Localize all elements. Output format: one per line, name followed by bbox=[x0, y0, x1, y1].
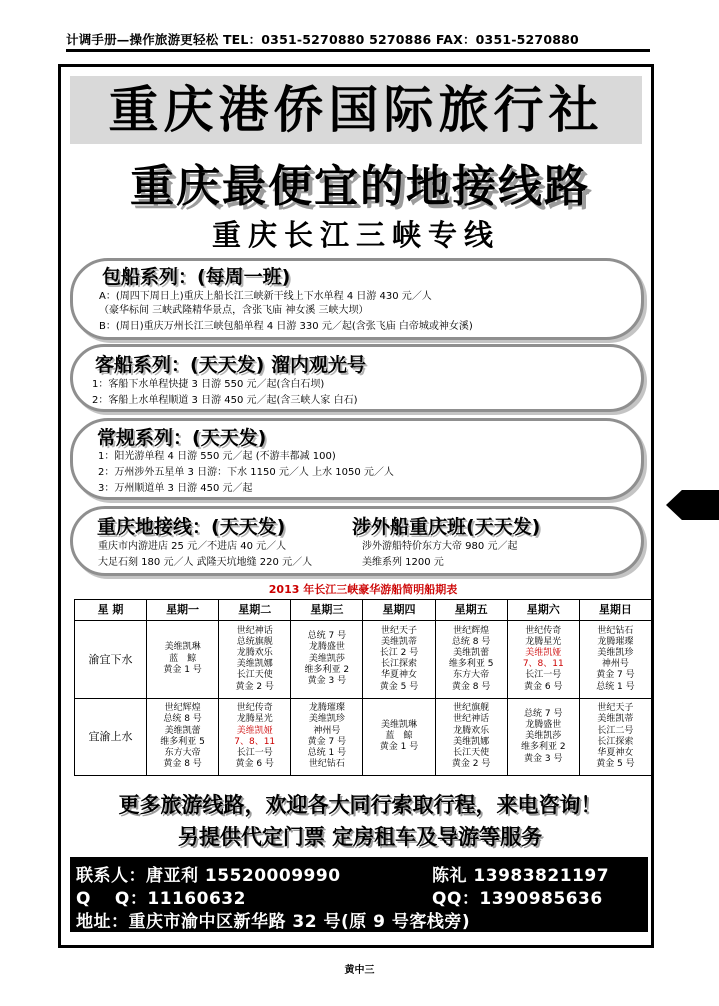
foreign-cruise-line: 美维系列 1200 元 bbox=[362, 557, 444, 568]
ship-name: 黄金 7 号 bbox=[596, 670, 635, 681]
ship-name: 美维凯琳 bbox=[164, 642, 201, 653]
ship-name: 黄金 1 号 bbox=[163, 664, 202, 675]
ship-name: 龙腾欢乐 bbox=[236, 648, 273, 659]
ship-name: 龙腾璀璨 bbox=[597, 636, 634, 647]
side-tab-marker bbox=[666, 490, 719, 520]
ship-name: 黄金 7 号 bbox=[307, 736, 347, 747]
ship-name: 黄金 5 号 bbox=[379, 681, 419, 692]
ship-name-highlight: 7、8、11 bbox=[522, 659, 564, 670]
ship-name-highlight: 美维凯娅 bbox=[236, 725, 273, 736]
ship-name: 世纪钻石 bbox=[308, 759, 345, 770]
ship-name: 美维凯蒂 bbox=[597, 714, 634, 725]
ship-name: 华夏神女 bbox=[597, 747, 634, 758]
schedule-cell bbox=[147, 621, 219, 699]
schedule-cell bbox=[507, 621, 579, 699]
ship-name: 长江 2 号 bbox=[379, 648, 419, 659]
ship-name: 总统 7 号 bbox=[307, 631, 347, 642]
ship-name: 美维凯蕾 bbox=[164, 725, 201, 736]
ship-name: 神州号 bbox=[601, 659, 629, 670]
header-contact-line: 计调手册—操作旅游更轻松 TEL：0351-5270880 5270886 FAX：0351-5270880 bbox=[66, 30, 650, 52]
ship-name: 美维凯珍 bbox=[308, 714, 345, 725]
ship-name: 美维凯莎 bbox=[525, 731, 562, 742]
schedule-row-label: 渝宜下水 bbox=[75, 621, 147, 699]
ship-name: 长江天使 bbox=[236, 670, 273, 681]
contact-person: 联系人：唐亚利 15520009990 bbox=[76, 866, 341, 886]
ship-name: 黄金 8 号 bbox=[163, 759, 202, 770]
ship-name: 维多利亚 2 bbox=[304, 664, 350, 675]
charter-series-title: 包船系列：(每周一班) bbox=[102, 266, 291, 288]
ship-name: 总统旗舰 bbox=[236, 636, 273, 647]
ship-name: 世纪天子 bbox=[597, 703, 634, 714]
regular-line: 3：万州顺道单 3 日游 450 元／起 bbox=[98, 483, 253, 494]
schedule-row-downstream bbox=[75, 621, 652, 699]
schedule-cell bbox=[579, 698, 651, 776]
ship-name: 世纪天子 bbox=[380, 625, 417, 636]
promo-line: 另提供代定门票 定房租车及导游等服务 bbox=[177, 825, 543, 849]
ship-name: 龙腾欢乐 bbox=[453, 725, 490, 736]
ship-name: 长江探索 bbox=[597, 736, 634, 747]
ship-name: 美维凯娜 bbox=[453, 736, 490, 747]
ship-name: 世纪传奇 bbox=[525, 625, 562, 636]
ship-name: 黄金 6 号 bbox=[524, 681, 563, 692]
ship-name: 长江二号 bbox=[597, 725, 634, 736]
charter-line: （豪华标间 三峡武隆精华景点，含张飞庙 神女溪 三峡大坝） bbox=[99, 305, 369, 316]
local-tours-title: 重庆地接线：(天天发) bbox=[97, 516, 286, 538]
charter-line: A：(周四下周日上)重庆上船长江三峡新干线上下水单程 4 日游 430 元／人 bbox=[99, 291, 432, 302]
ship-name: 黄金 2 号 bbox=[235, 681, 274, 692]
schedule-header-cell: 星期六 bbox=[507, 600, 579, 621]
ship-name: 龙腾星光 bbox=[525, 636, 562, 647]
ship-name: 美维凯蕾 bbox=[453, 648, 490, 659]
ship-name: 东方大帝 bbox=[453, 670, 490, 681]
schedule-header-cell: 星期一 bbox=[147, 600, 219, 621]
ship-name: 东方大帝 bbox=[164, 747, 201, 758]
headline: 重庆最便宜的地接线路 bbox=[130, 161, 590, 212]
ship-name: 世纪旗舰 bbox=[453, 703, 490, 714]
ship-name: 美维凯莎 bbox=[308, 653, 345, 664]
regular-line: 1：阳光游单程 4 日游 550 元／起 (不游丰都减 100) bbox=[98, 451, 336, 462]
passenger-line: 1：客船下水单程快捷 3 日游 550 元／起(含白石坝) bbox=[92, 379, 325, 390]
ship-name: 世纪神话 bbox=[453, 714, 490, 725]
ship-name: 长江一号 bbox=[525, 670, 562, 681]
ship-name: 长江探索 bbox=[380, 659, 417, 670]
subtitle: 重庆长江三峡专线 bbox=[211, 218, 500, 252]
ship-name: 黄金 8 号 bbox=[451, 681, 491, 692]
regular-line: 2：万州涉外五星单 3 日游：下水 1150 元／人 上水 1050 元／人 bbox=[98, 467, 394, 478]
schedule-cell bbox=[291, 621, 363, 699]
schedule-cell bbox=[219, 698, 291, 776]
ship-name: 黄金 6 号 bbox=[235, 759, 274, 770]
local-line: 重庆市内游进店 25 元／不进店 40 元／人 bbox=[98, 541, 287, 552]
passenger-line: 2：客船上水单程顺道 3 日游 450 元／起(含三峡人家 白石) bbox=[92, 395, 358, 406]
contact-box bbox=[70, 857, 648, 932]
ship-name: 美维凯娜 bbox=[236, 659, 273, 670]
schedule-header-cell: 星期日 bbox=[579, 600, 651, 621]
ship-name: 总统 8 号 bbox=[163, 714, 202, 725]
schedule-cell bbox=[363, 621, 435, 699]
ship-name: 蓝 鲸 bbox=[169, 653, 197, 664]
contact-person: 陈礼 13983821197 bbox=[432, 866, 610, 886]
ship-name: 维多利亚 5 bbox=[448, 659, 494, 670]
ship-name-highlight: 美维凯娅 bbox=[525, 648, 562, 659]
ship-name: 华夏神女 bbox=[380, 670, 417, 681]
ship-name: 龙腾盛世 bbox=[308, 642, 345, 653]
ship-name: 总统 8 号 bbox=[451, 636, 491, 647]
local-line: 大足石刻 180 元／人 武隆天坑地缝 220 元／人 bbox=[98, 557, 313, 568]
foreign-cruise-line: 涉外游船特价东方大帝 980 元／起 bbox=[362, 541, 518, 552]
contact-qq: QQ：1390985636 bbox=[432, 889, 603, 909]
contact-qq: Q Q：11160632 bbox=[76, 889, 246, 909]
schedule-cell bbox=[219, 621, 291, 699]
ship-name: 世纪传奇 bbox=[236, 703, 273, 714]
schedule-cell bbox=[435, 621, 507, 699]
ship-name: 龙腾星光 bbox=[236, 714, 273, 725]
contact-address: 地址：重庆市渝中区新华路 32 号(原 9 号客栈旁) bbox=[76, 912, 471, 932]
schedule-cell bbox=[507, 698, 579, 776]
ship-name: 维多利亚 5 bbox=[160, 736, 205, 747]
ship-name: 长江天使 bbox=[453, 747, 490, 758]
ship-name: 总统 7 号 bbox=[524, 708, 563, 719]
schedule-header-cell: 星期三 bbox=[291, 600, 363, 621]
ship-name: 神州号 bbox=[313, 725, 341, 736]
schedule-cell bbox=[579, 621, 651, 699]
ship-name: 世纪神话 bbox=[236, 625, 273, 636]
ship-name: 龙腾盛世 bbox=[525, 719, 562, 730]
ship-name: 美维凯琳 bbox=[380, 719, 417, 730]
ship-name: 黄金 3 号 bbox=[524, 753, 563, 764]
schedule-cell bbox=[363, 698, 435, 776]
schedule-cell bbox=[291, 698, 363, 776]
ship-name: 总统 1 号 bbox=[307, 747, 347, 758]
schedule-header-cell: 星 期 bbox=[75, 600, 147, 621]
ship-name: 总统 1 号 bbox=[596, 681, 635, 692]
schedule-cell bbox=[435, 698, 507, 776]
promo-line: 更多旅游线路，欢迎各大同行索取行程，来电咨询！ bbox=[118, 793, 602, 817]
ship-name: 美维凯蒂 bbox=[380, 636, 417, 647]
ship-name: 黄金 2 号 bbox=[451, 759, 491, 770]
ship-name: 蓝 鲸 bbox=[385, 731, 413, 742]
ship-name: 美维凯珍 bbox=[597, 648, 634, 659]
schedule-row-label: 宜渝上水 bbox=[75, 698, 147, 776]
ship-name: 长江一号 bbox=[236, 747, 273, 758]
ship-name: 维多利亚 2 bbox=[520, 742, 566, 753]
passenger-series-title: 客船系列：(天天发) 溜内观光号 bbox=[95, 354, 366, 376]
ship-name-highlight: 7、8、11 bbox=[234, 736, 276, 747]
schedule-cell bbox=[147, 698, 219, 776]
schedule-title: 2013 年长江三峡豪华游船简明船期表 bbox=[268, 583, 458, 596]
schedule-row-upstream bbox=[75, 698, 652, 776]
ship-name: 世纪辉煌 bbox=[164, 703, 201, 714]
charter-line: B：(周日)重庆万州长江三峡包船单程 4 日游 330 元／起(含张飞庙 白帝城或神女溪) bbox=[99, 321, 473, 332]
schedule-header-cell: 星期二 bbox=[219, 600, 291, 621]
schedule-header-cell: 星期五 bbox=[435, 600, 507, 621]
ship-name: 世纪辉煌 bbox=[453, 625, 490, 636]
ship-name: 世纪钻石 bbox=[597, 625, 634, 636]
agency-name: 重庆港侨国际旅行社 bbox=[70, 76, 642, 144]
ship-name: 龙腾璀璨 bbox=[308, 703, 345, 714]
ship-name: 黄金 5 号 bbox=[596, 759, 635, 770]
regular-series-title: 常规系列：(天天发) bbox=[97, 427, 267, 449]
schedule-table bbox=[74, 599, 652, 776]
ship-name: 黄金 3 号 bbox=[307, 676, 347, 687]
schedule-header-cell: 星期四 bbox=[363, 600, 435, 621]
page-footer: 黄中三 bbox=[344, 965, 375, 976]
ship-name: 黄金 1 号 bbox=[379, 742, 419, 753]
schedule-header-row bbox=[75, 600, 652, 621]
foreign-cruise-title: 涉外船重庆班(天天发) bbox=[352, 516, 541, 538]
